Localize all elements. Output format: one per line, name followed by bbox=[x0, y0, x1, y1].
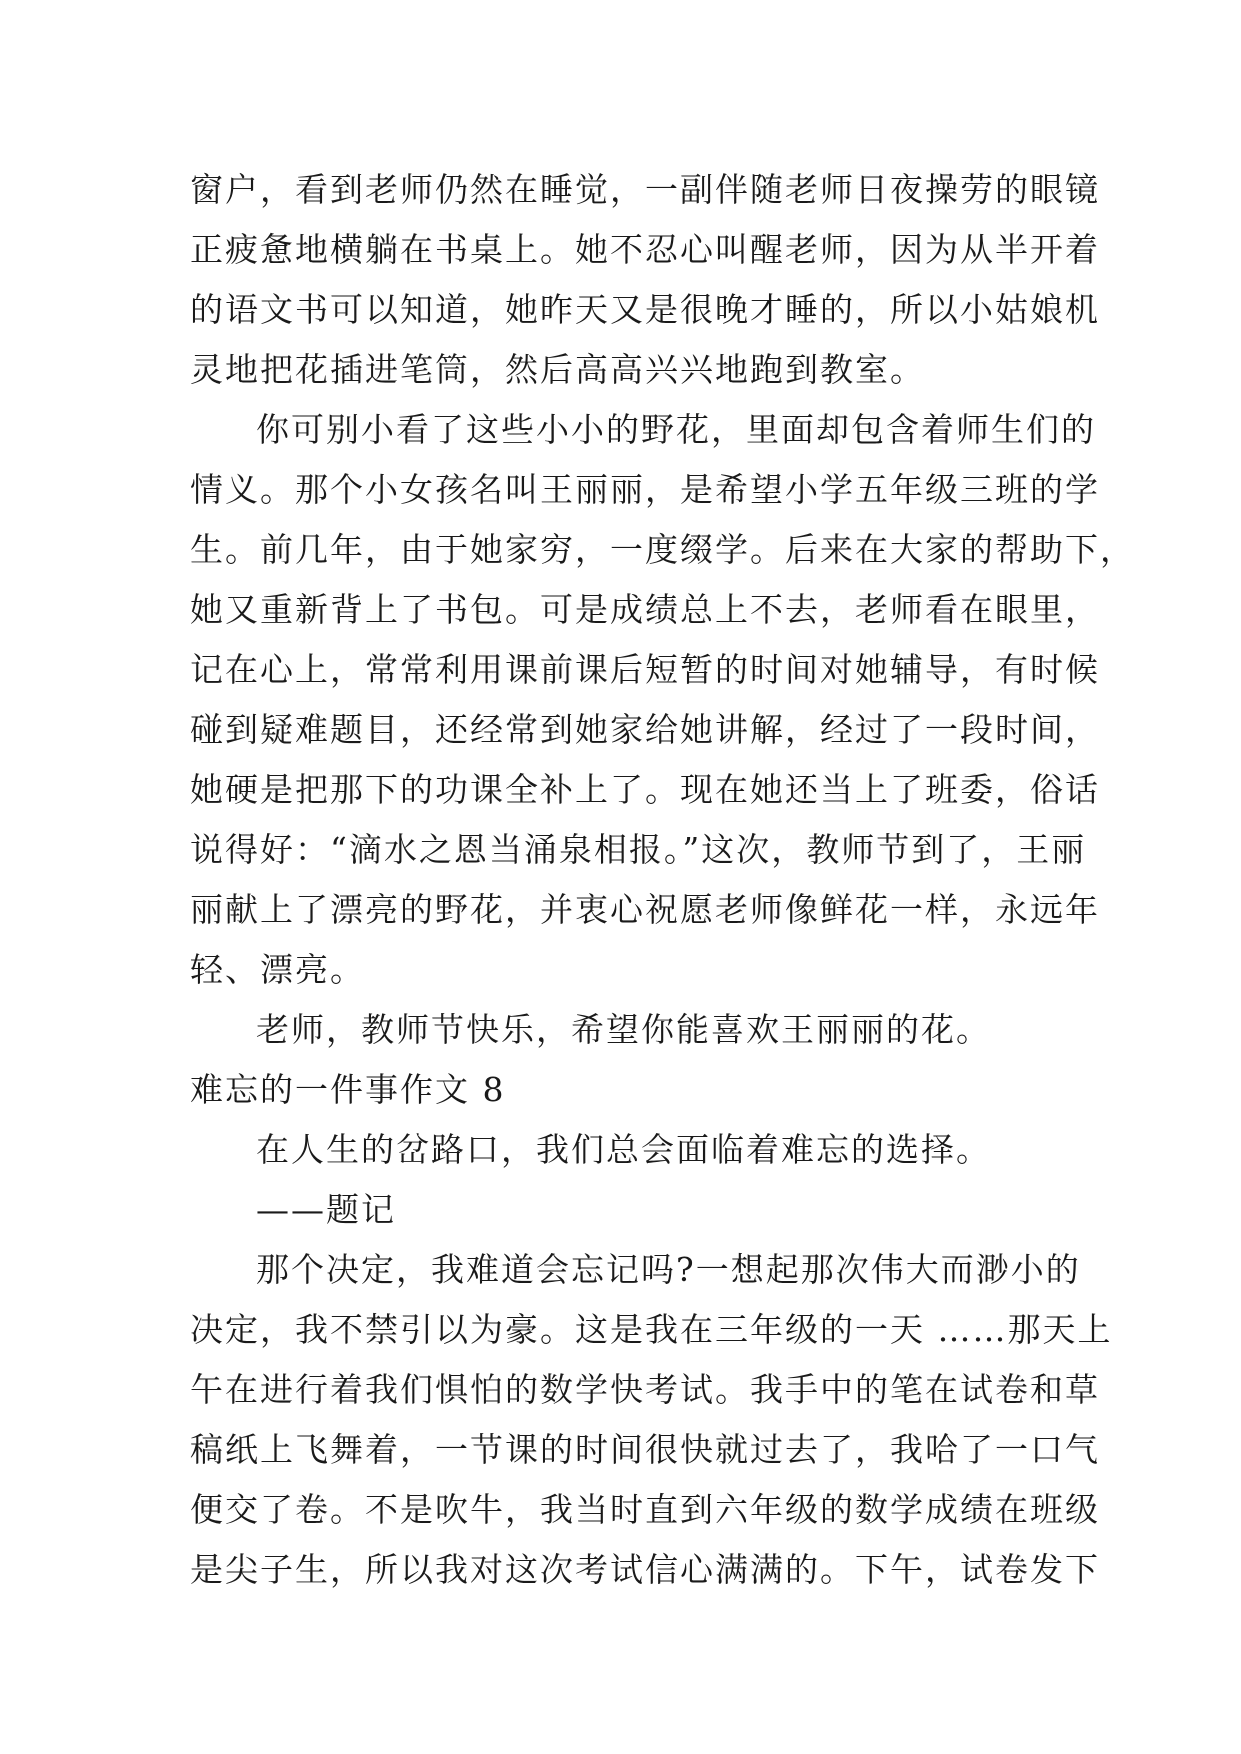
text-line: 她又重新背上了书包。可是成绩总上不去，老师看在眼里， bbox=[190, 590, 1100, 629]
text-line: 灵地把花插进笔筒，然后高高兴兴地跑到教室。 bbox=[190, 350, 925, 389]
paragraph-2 bbox=[190, 400, 1135, 1000]
paragraph-4 bbox=[190, 1240, 1113, 1600]
text-line: 的语文书可以知道，她昨天又是很晚才睡的，所以小姑娘机 bbox=[190, 290, 1100, 329]
text-line: 碰到疑难题目，还经常到她家给她讲解，经过了一段时间， bbox=[190, 710, 1100, 749]
text-line: 说得好：“滴水之恩当涌泉相报。”这次，教师节到了，王丽 bbox=[190, 830, 1087, 869]
text-line: 丽献上了漂亮的野花，并衷心祝愿老师像鲜花一样，永远年 bbox=[190, 890, 1100, 929]
text-line: 她硬是把那下的功课全补上了。现在她还当上了班委，俗话 bbox=[190, 770, 1100, 809]
epigraph-source: ——题记 bbox=[256, 1190, 396, 1229]
text-line: 稿纸上飞舞着，一节课的时间很快就过去了，我哈了一口气 bbox=[190, 1430, 1100, 1469]
paragraph-continuation bbox=[190, 160, 1100, 400]
document-page bbox=[190, 160, 1135, 1600]
text-line: 决定，我不禁引以为豪。这是我在三年级的一天 ……那天上 bbox=[190, 1310, 1113, 1349]
paragraph-3: 老师，教师节快乐，希望你能喜欢王丽丽的花。 bbox=[256, 1010, 991, 1049]
text-line: 便交了卷。不是吹牛，我当时直到六年级的数学成绩在班级 bbox=[190, 1490, 1100, 1529]
text-line: 生。前几年，由于她家穷，一度缀学。后来在大家的帮助下， bbox=[190, 530, 1135, 569]
section-title: 难忘的一件事作文 8 bbox=[190, 1070, 506, 1109]
text-line: 午在进行着我们惧怕的数学快考试。我手中的笔在试卷和草 bbox=[190, 1370, 1100, 1409]
text-line: 正疲惫地横躺在书桌上。她不忍心叫醒老师，因为从半开着 bbox=[190, 230, 1100, 269]
text-line: 窗户，看到老师仍然在睡觉，一副伴随老师日夜操劳的眼镜 bbox=[190, 170, 1100, 209]
text-line: 你可别小看了这些小小的野花，里面却包含着师生们的 bbox=[256, 410, 1096, 449]
epigraph: 在人生的岔路口，我们总会面临着难忘的选择。 bbox=[256, 1130, 991, 1169]
text-line: 轻、漂亮。 bbox=[190, 950, 365, 989]
text-line: 那个决定，我难道会忘记吗?一想起那次伟大而渺小的 bbox=[256, 1250, 1081, 1289]
text-line: 是尖子生，所以我对这次考试信心满满的。下午，试卷发下 bbox=[190, 1550, 1100, 1589]
text-line: 记在心上，常常利用课前课后短暂的时间对她辅导，有时候 bbox=[190, 650, 1100, 689]
text-line: 情义。那个小女孩名叫王丽丽，是希望小学五年级三班的学 bbox=[190, 470, 1100, 509]
